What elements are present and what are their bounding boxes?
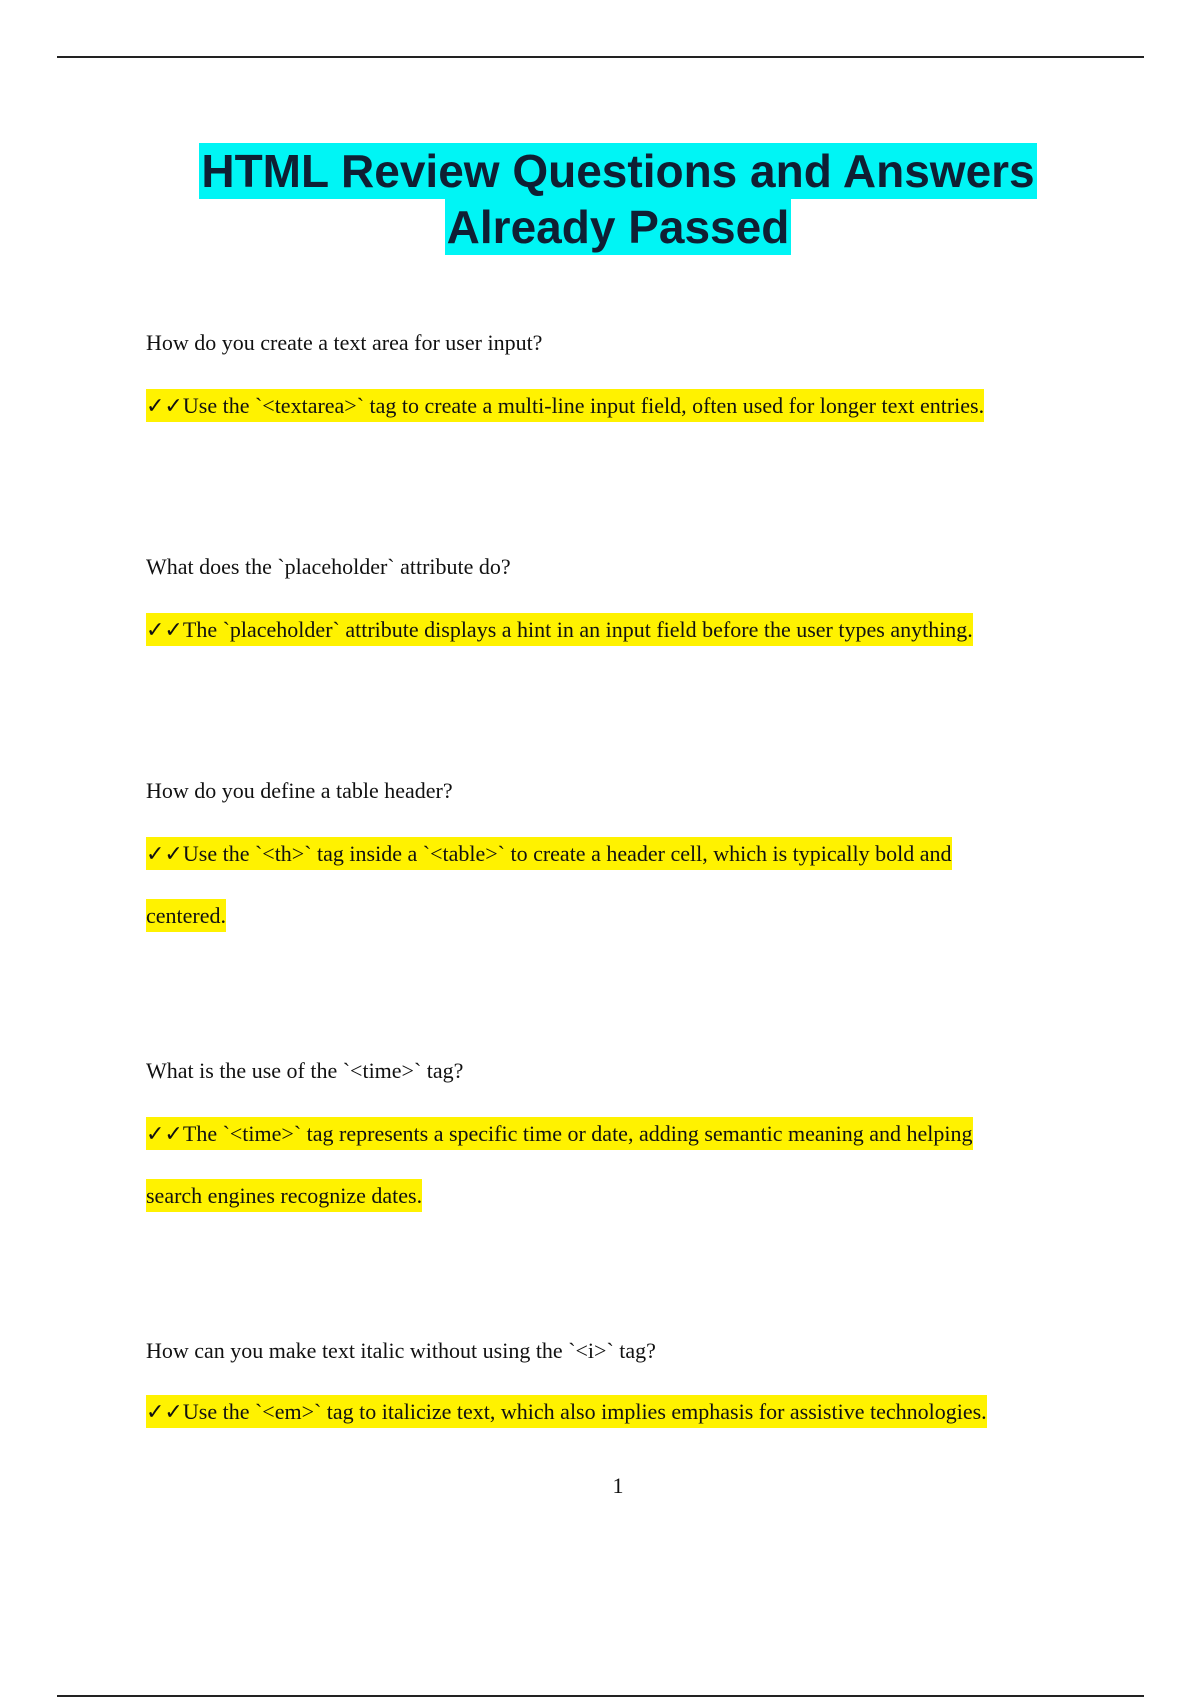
answer-text bbox=[146, 1381, 1086, 1443]
answer-text bbox=[146, 375, 1086, 437]
bottom-rule bbox=[57, 1695, 1144, 1697]
answer-line: search engines recognize dates. bbox=[146, 1183, 423, 1208]
title-line-2: Already Passed bbox=[446, 201, 790, 253]
answer-line: Use the `<th>` tag inside a `<table>` to create a header cell, which is typically bold and bbox=[182, 841, 952, 866]
answer-highlight bbox=[146, 837, 952, 870]
check-icon: ✓✓ bbox=[146, 618, 183, 643]
top-rule bbox=[57, 56, 1144, 58]
answer-highlight bbox=[146, 1395, 987, 1428]
answer-text bbox=[146, 823, 1086, 946]
title-line-1: HTML Review Questions and Answers bbox=[201, 145, 1035, 197]
question-text: What is the use of the `<time>` tag? bbox=[146, 1058, 464, 1083]
page-title bbox=[0, 143, 1200, 255]
answer-highlight bbox=[146, 389, 984, 422]
question-text: What does the `placeholder` attribute do? bbox=[146, 554, 511, 579]
answer-highlight bbox=[146, 899, 226, 932]
question-text: How do you create a text area for user input? bbox=[146, 330, 543, 355]
page-number: 1 bbox=[612, 1473, 624, 1498]
qa-item-3 bbox=[146, 777, 1086, 946]
answer-highlight bbox=[146, 1117, 973, 1150]
qa-item-5 bbox=[146, 1337, 1086, 1443]
answer-text bbox=[146, 599, 1086, 661]
answer-line: Use the `<em>` tag to italicize text, which also implies emphasis for assistive technologies. bbox=[182, 1399, 987, 1424]
answer-line: The `placeholder` attribute displays a hint in an input field before the user types anything. bbox=[182, 617, 973, 642]
check-icon: ✓✓ bbox=[146, 394, 183, 419]
check-icon: ✓✓ bbox=[146, 842, 183, 867]
qa-item-4 bbox=[146, 1057, 1086, 1226]
question-text: How can you make text italic without using the `<i>` tag? bbox=[146, 1338, 656, 1363]
answer-highlight bbox=[146, 613, 973, 646]
check-icon: ✓✓ bbox=[146, 1122, 183, 1147]
question-text: How do you define a table header? bbox=[146, 778, 453, 803]
answer-line: The `<time>` tag represents a specific time or date, adding semantic meaning and helping bbox=[182, 1121, 973, 1146]
answer-line: Use the `<textarea>` tag to create a multi-line input field, often used for longer text entries. bbox=[182, 393, 985, 418]
answer-highlight bbox=[146, 1179, 422, 1212]
qa-item-1 bbox=[146, 329, 1086, 437]
qa-item-2 bbox=[146, 553, 1086, 661]
answer-text bbox=[146, 1103, 1086, 1226]
check-icon: ✓✓ bbox=[146, 1400, 183, 1425]
answer-line: centered. bbox=[146, 903, 226, 928]
